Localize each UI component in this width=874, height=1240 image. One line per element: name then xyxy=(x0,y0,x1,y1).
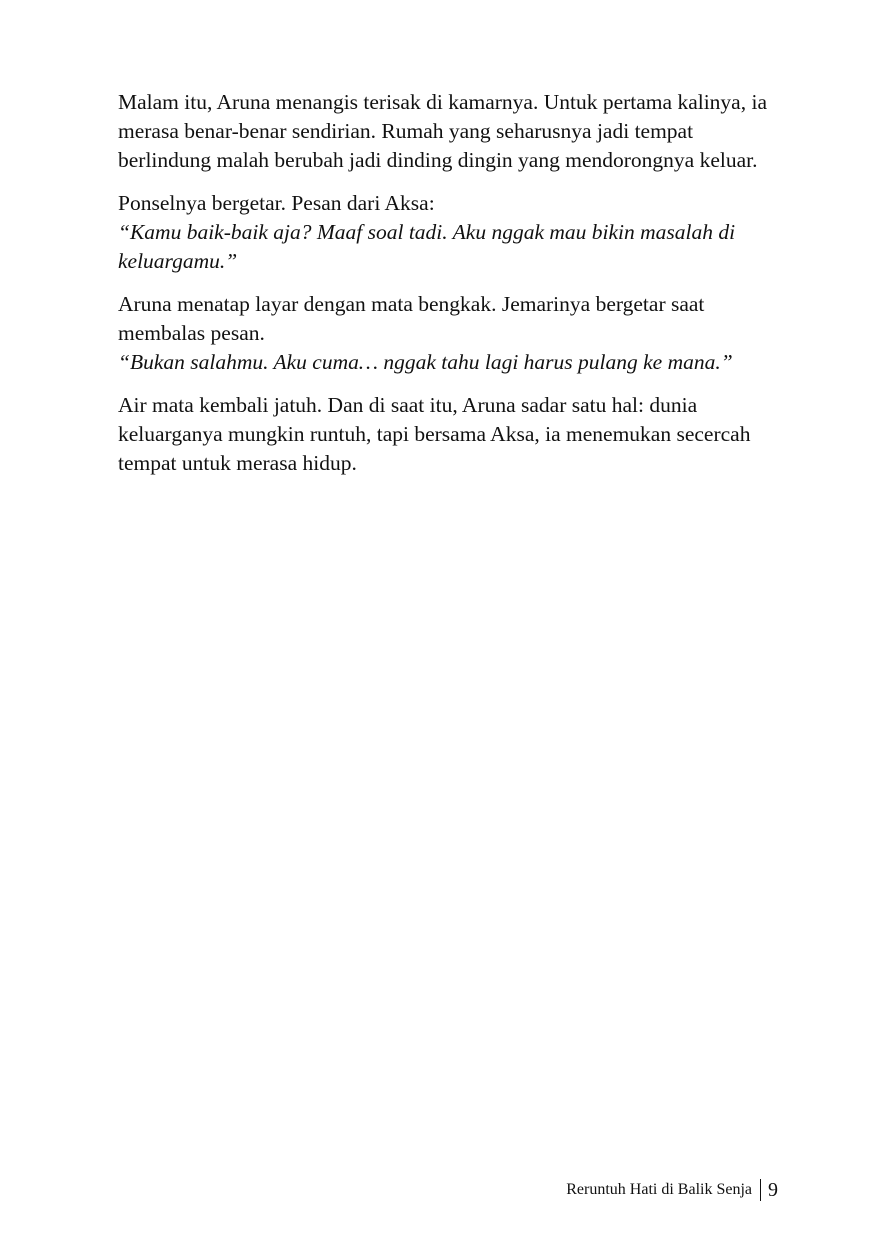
paragraph-3 xyxy=(118,290,818,377)
paragraph-4 xyxy=(118,391,818,478)
paragraph-line: Ponselnya bergetar. Pesan dari Aksa: xyxy=(118,191,435,215)
page-number: 9 xyxy=(768,1179,778,1201)
paragraph-line: membalas pesan. xyxy=(118,321,265,345)
paragraph-line: berlindung malah berubah jadi dinding dingin yang mendorongnya keluar. xyxy=(118,148,758,172)
message-quote xyxy=(118,218,818,276)
footer-divider xyxy=(760,1179,761,1201)
footer-book-title: Reruntuh Hati di Balik Senja xyxy=(566,1181,752,1198)
paragraph-line: Aruna menatap layar dengan mata bengkak. Jemarinya bergetar saat xyxy=(118,292,705,316)
paragraph-line: Malam itu, Aruna menangis terisak di kamarnya. Untuk pertama kalinya, ia xyxy=(118,90,767,114)
paragraph-2 xyxy=(118,189,818,276)
quote-line: keluargamu.” xyxy=(118,249,238,273)
paragraph-line: merasa benar-benar sendirian. Rumah yang seharusnya jadi tempat xyxy=(118,119,694,143)
paragraph-line: keluarganya mungkin runtuh, tapi bersama Aksa, ia menemukan secercah xyxy=(118,422,751,446)
paragraph-line: Air mata kembali jatuh. Dan di saat itu, Aruna sadar satu hal: dunia xyxy=(118,393,698,417)
paragraph-1 xyxy=(118,88,818,175)
quote-line: “Kamu baik-baik aja? Maaf soal tadi. Aku nggak mau bikin masalah di xyxy=(118,220,736,244)
reply-quote: “Bukan salahmu. Aku cuma… nggak tahu lagi harus pulang ke mana.” xyxy=(118,350,733,374)
page-footer xyxy=(566,1178,778,1202)
paragraph-line: tempat untuk merasa hidup. xyxy=(118,451,357,475)
body-text xyxy=(118,88,818,492)
